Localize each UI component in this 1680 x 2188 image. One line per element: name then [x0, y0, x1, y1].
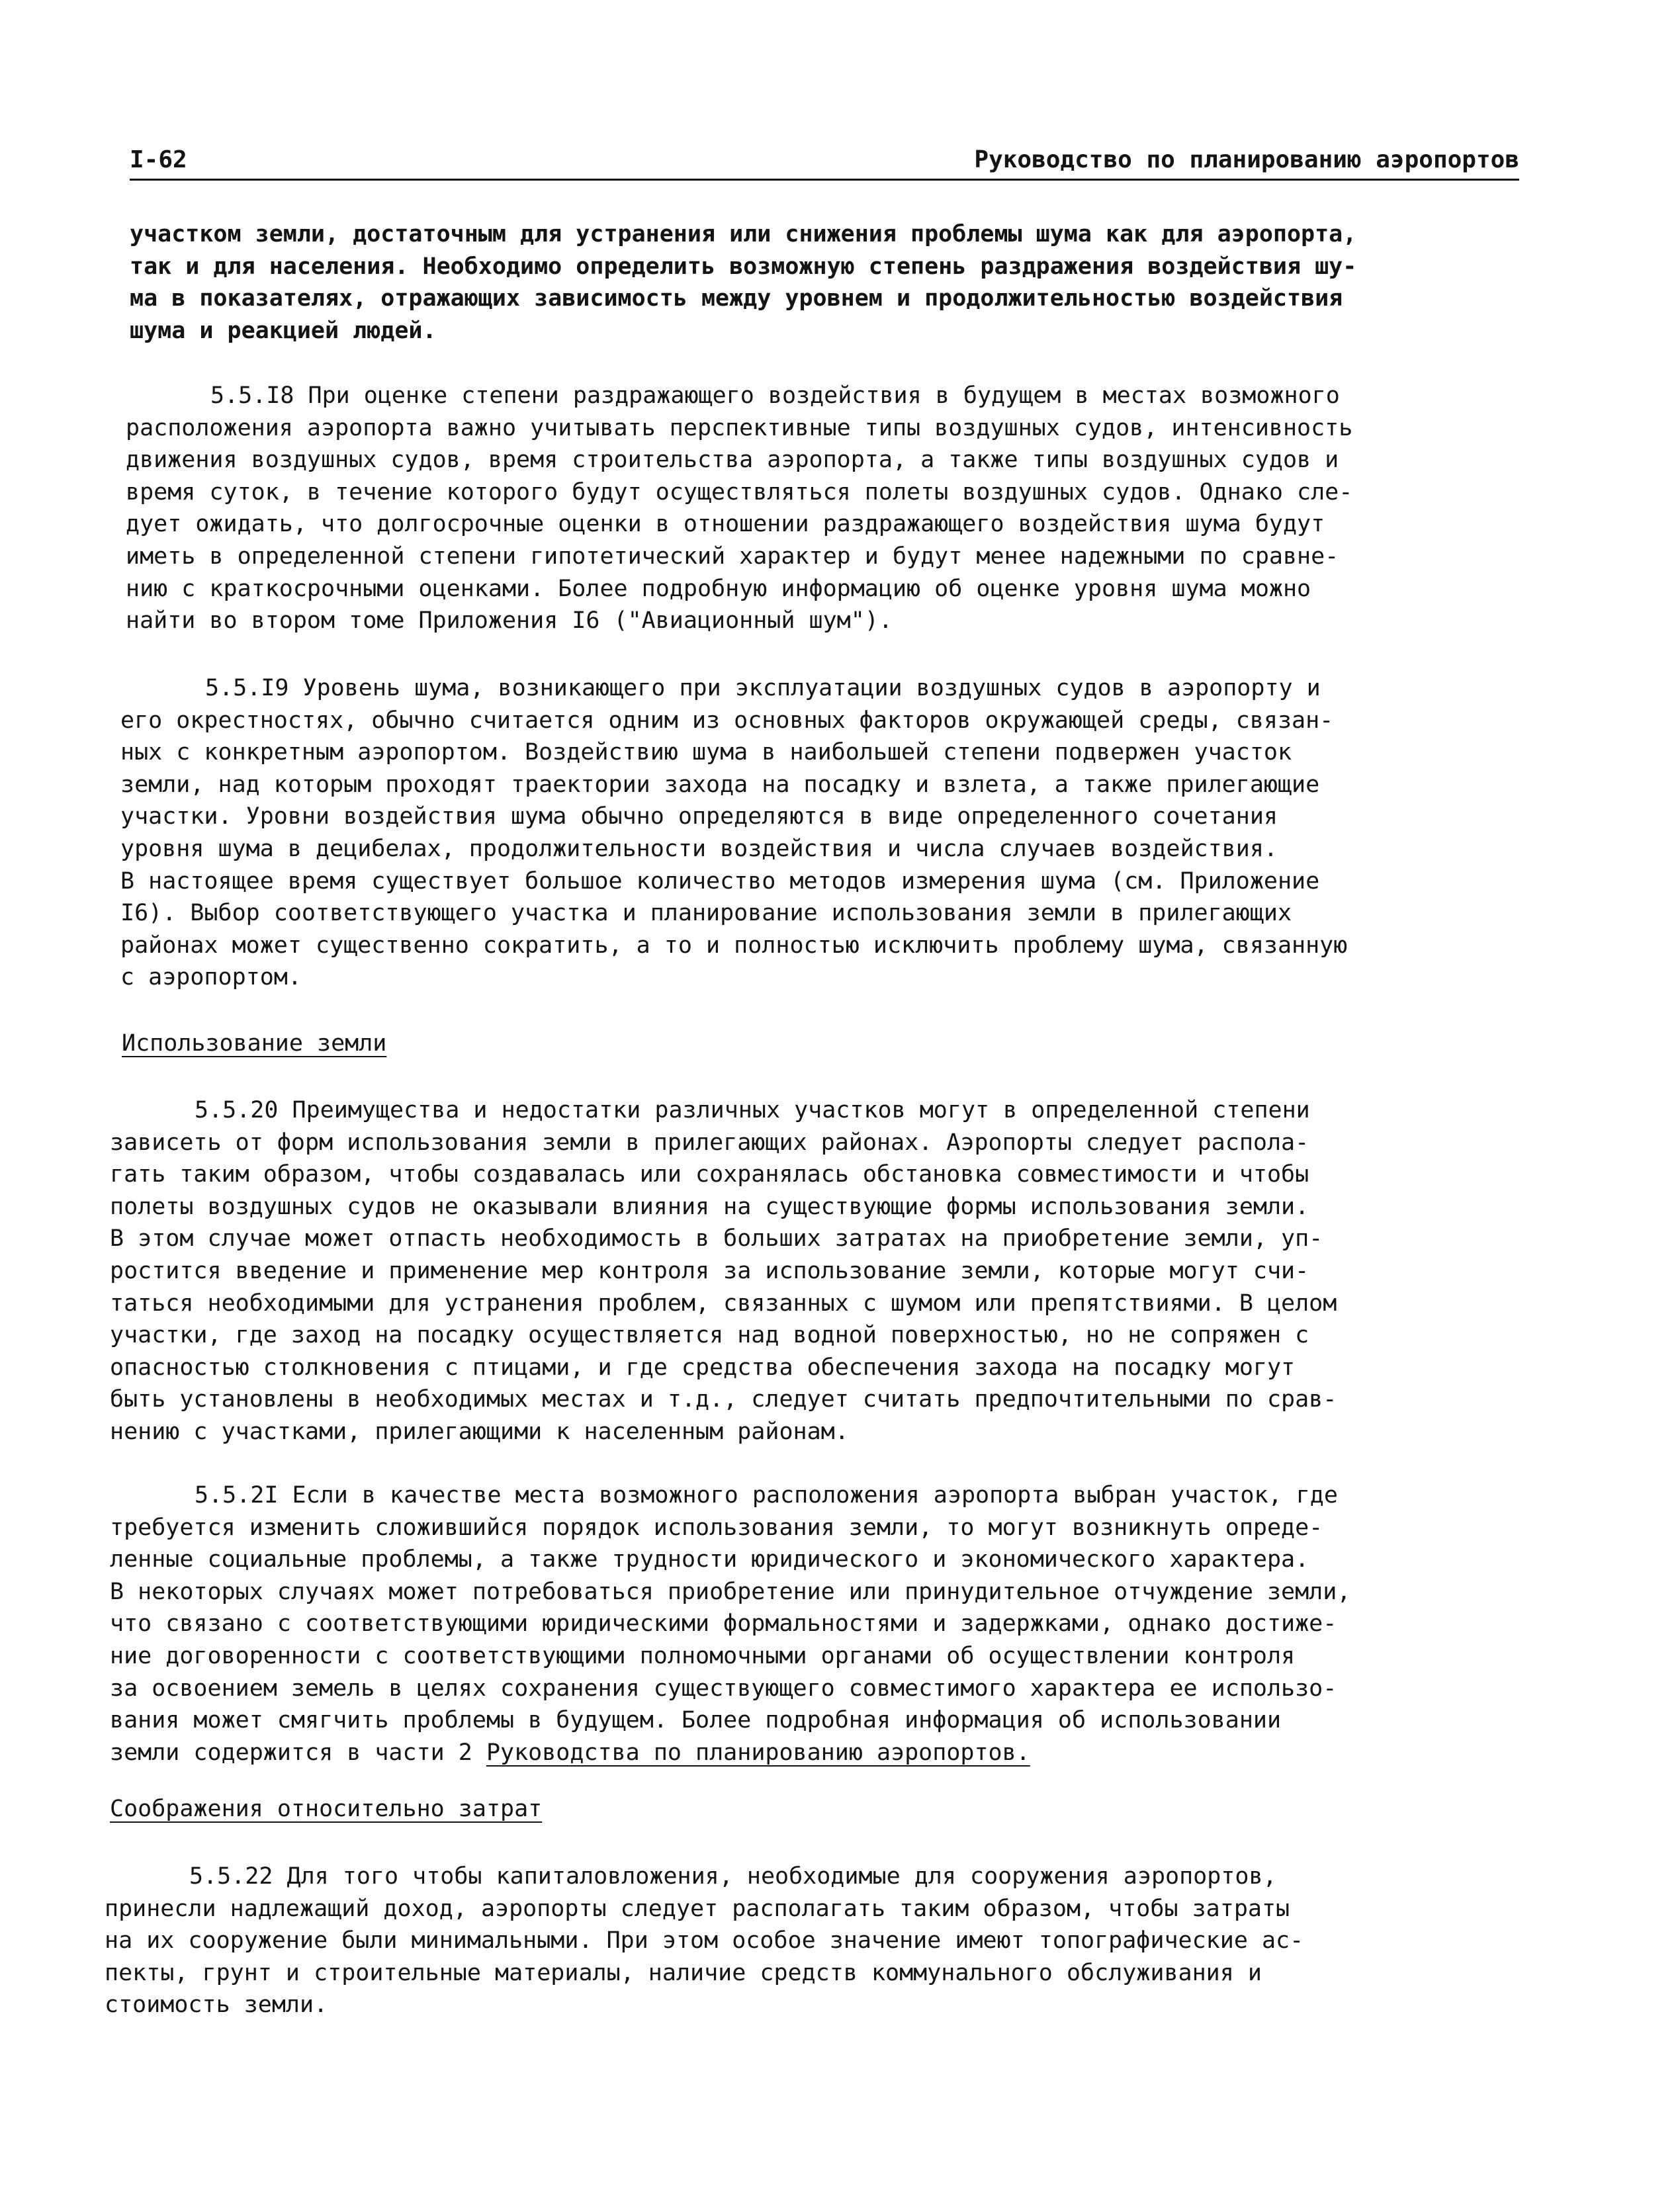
- running-title: Руководство по планированию аэропортов: [974, 146, 1519, 173]
- text-line: ма в показателях, отражающих зависимость между уровнем и продолжительностью воздействия: [130, 285, 1343, 312]
- text-line: нению с участками, прилегающими к населенным районам.: [110, 1418, 849, 1445]
- text-line: иметь в определенной степени гипотетический характер и будут менее надежными по сравне-: [126, 543, 1339, 570]
- text-line: что связано с соответствующими юридическими формальностями и задержками, однако достиже-: [110, 1610, 1337, 1638]
- text-line: движения воздушных судов, время строительства аэропорта, а также типы воздушных судов и: [126, 447, 1339, 474]
- document-reference: Руководства по планированию аэропортов.: [486, 1739, 1030, 1766]
- text-line: найти во втором томе Приложения I6 ("Авиационный шум").: [126, 607, 893, 635]
- text-line: В этом случае может отпасть необходимость в больших затратах на приобретение земли, уп-: [110, 1225, 1323, 1252]
- text-line: на их сооружение были минимальными. При этом особое значение имеют топографические ас-: [105, 1927, 1304, 1954]
- text-line: 5.5.22 Для того чтобы капиталовложения, необходимые для сооружения аэропортов,: [189, 1863, 1277, 1890]
- text-fragment: земли содержится в части 2: [110, 1739, 486, 1766]
- page-number: I-62: [130, 146, 187, 173]
- text-line: земли, над которым проходят траектории захода на посадку и взлета, а также прилегающие: [120, 771, 1320, 798]
- text-line: так и для населения. Необходимо определить возможную степень раздражения воздействия шу-: [130, 253, 1357, 280]
- text-line: нию с краткосрочными оценками. Более подробную информацию об оценке уровня шума можно: [126, 575, 1311, 602]
- text-line: с аэропортом.: [120, 964, 302, 991]
- text-line: ние договоренности с соответствующими полномочными органами об осуществлении контроля: [110, 1642, 1296, 1669]
- text-line: I6). Выбор соответствующего участка и планирование использования земли в прилегающих: [120, 900, 1292, 927]
- text-line: его окрестностях, обычно считается одним из основных факторов окружающей среды, связан-: [120, 707, 1334, 734]
- text-line: ленные социальные проблемы, а также трудности юридического и экономического характера.: [110, 1546, 1309, 1573]
- paragraph-5-5-19: [120, 672, 1556, 994]
- paragraph-5-5-20: [110, 1094, 1546, 1448]
- section-heading-costs: Соображения относительно затрат: [110, 1796, 543, 1822]
- text-line: зависеть от форм использования земли в прилегающих районах. Аэропорты следует распола-: [110, 1129, 1309, 1156]
- text-line: участком земли, достаточным для устранения или снижения проблемы шума как для аэропорта,: [130, 221, 1357, 247]
- text-line: время суток, в течение которого будут осуществляться полеты воздушных судов. Однако сле-: [126, 478, 1353, 505]
- text-line: [110, 1737, 1546, 1769]
- text-line: 5.5.I9 Уровень шума, возникающего при эксплуатации воздушных судов в аэропорту и: [205, 675, 1321, 701]
- text-line: дует ожидать, что долгосрочные оценки в отношении раздражающего воздействия шума будут: [126, 511, 1325, 538]
- text-line: за освоением земель в целях сохранения существующего совместимого характера ее использо-: [110, 1675, 1337, 1702]
- text-line: ростится введение и применение мер контроля за использование земли, которые могут счи-: [110, 1257, 1309, 1284]
- text-line: районах может существенно сократить, а то и полностью исключить проблему шума, связанную: [120, 932, 1348, 959]
- text-line: принесли надлежащий доход, аэропорты следует располагать таким образом, чтобы затраты: [105, 1895, 1290, 1922]
- text-line: 5.5.20 Преимущества и недостатки различных участков могут в определенной степени: [195, 1097, 1310, 1123]
- text-line: участки. Уровни воздействия шума обычно определяются в виде определенного сочетания: [120, 803, 1278, 830]
- page-header: [130, 144, 1519, 181]
- text-line: В некоторых случаях может потребоваться приобретение или принудительное отчуждение земли,: [110, 1578, 1351, 1605]
- text-line: расположения аэропорта важно учитывать перспективные типы воздушных судов, интенсивность: [126, 414, 1353, 441]
- text-line: требуется изменить сложившийся порядок использования земли, то могут возникнуть опреде-: [110, 1514, 1323, 1541]
- text-line: шума и реакцией людей.: [130, 317, 437, 344]
- text-line: 5.5.2I Если в качестве места возможного расположения аэропорта выбран участок, где: [195, 1482, 1338, 1509]
- text-line: быть установлены в необходимых местах и т.д., следует считать предпочтительными по срав-: [110, 1386, 1337, 1413]
- text-line: полеты воздушных судов не оказывали влияния на существующие формы использования земли.: [110, 1193, 1309, 1220]
- text-line: ных с конкретным аэропортом. Воздействию шума в наибольшей степени подвержен участок: [120, 739, 1292, 766]
- text-line: стоимость земли.: [105, 1991, 328, 2019]
- paragraph-5-5-22: [105, 1860, 1540, 2021]
- paragraph-5-5-18: [126, 380, 1562, 637]
- text-line: таться необходимыми для устранения проблем, связанных с шумом или препятствиями. В целом: [110, 1290, 1337, 1317]
- intro-paragraph: [130, 218, 1566, 347]
- text-line: вания может смягчить проблемы в будущем. Более подробная информация об использовании: [110, 1707, 1282, 1734]
- text-line: опасностью столкновения с птицами, и где средства обеспечения захода на посадку могут: [110, 1354, 1296, 1381]
- text-line: пекты, грунт и строительные материалы, наличие средств коммунального обслуживания и: [105, 1959, 1262, 1986]
- text-line: В настоящее время существует большое количество методов измерения шума (см. Приложение: [120, 867, 1320, 895]
- text-line: уровня шума в децибелах, продолжительности воздействия и числа случаев воздействия.: [120, 835, 1278, 862]
- text-line: 5.5.I8 При оценке степени раздражающего воздействия в будущем в местах возможного: [210, 382, 1340, 409]
- paragraph-5-5-21: [110, 1479, 1546, 1769]
- text-line: гать таким образом, чтобы создавалась или сохранялась обстановка совместимости и чтобы: [110, 1161, 1309, 1188]
- text-line: участки, где заход на посадку осуществляется над водной поверхностью, но не сопряжен с: [110, 1322, 1309, 1349]
- section-heading-land-use: Использование земли: [122, 1030, 387, 1057]
